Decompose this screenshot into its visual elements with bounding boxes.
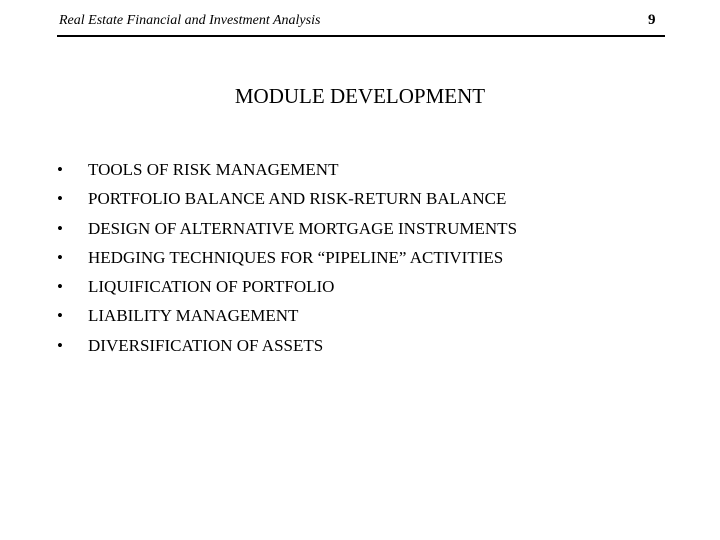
slide-title: MODULE DEVELOPMENT (234, 84, 486, 108)
bullet-list (57, 160, 517, 365)
list-item (57, 219, 517, 248)
list-item-text: HEDGING TECHNIQUES FOR “PIPELINE” ACTIVITIES (88, 247, 504, 267)
list-item (57, 306, 517, 335)
bullet-icon: • (57, 247, 63, 267)
page-number: 9 (648, 12, 656, 28)
bullet-icon: • (57, 335, 63, 355)
list-item-text: LIABILITY MANAGEMENT (88, 306, 299, 326)
list-item-text: LIQUIFICATION OF PORTFOLIO (88, 277, 335, 297)
list-item (57, 248, 517, 277)
list-item (57, 277, 517, 306)
header-title: Real Estate Financial and Investment Analysis (59, 13, 321, 28)
bullet-icon: • (57, 160, 63, 179)
list-item-text: DIVERSIFICATION OF ASSETS (88, 335, 324, 355)
list-item (57, 160, 517, 189)
list-item-text: TOOLS OF RISK MANAGEMENT (88, 160, 339, 179)
header-divider (57, 35, 665, 37)
bullet-icon: • (57, 306, 63, 326)
list-item-text: DESIGN OF ALTERNATIVE MORTGAGE INSTRUMENTS (88, 218, 518, 238)
list-item-text: PORTFOLIO BALANCE AND RISK-RETURN BALANCE (88, 189, 507, 209)
bullet-icon: • (57, 277, 63, 297)
bullet-icon: • (57, 218, 63, 238)
list-item (57, 336, 517, 365)
list-item (57, 189, 517, 218)
bullet-icon: • (57, 189, 63, 209)
